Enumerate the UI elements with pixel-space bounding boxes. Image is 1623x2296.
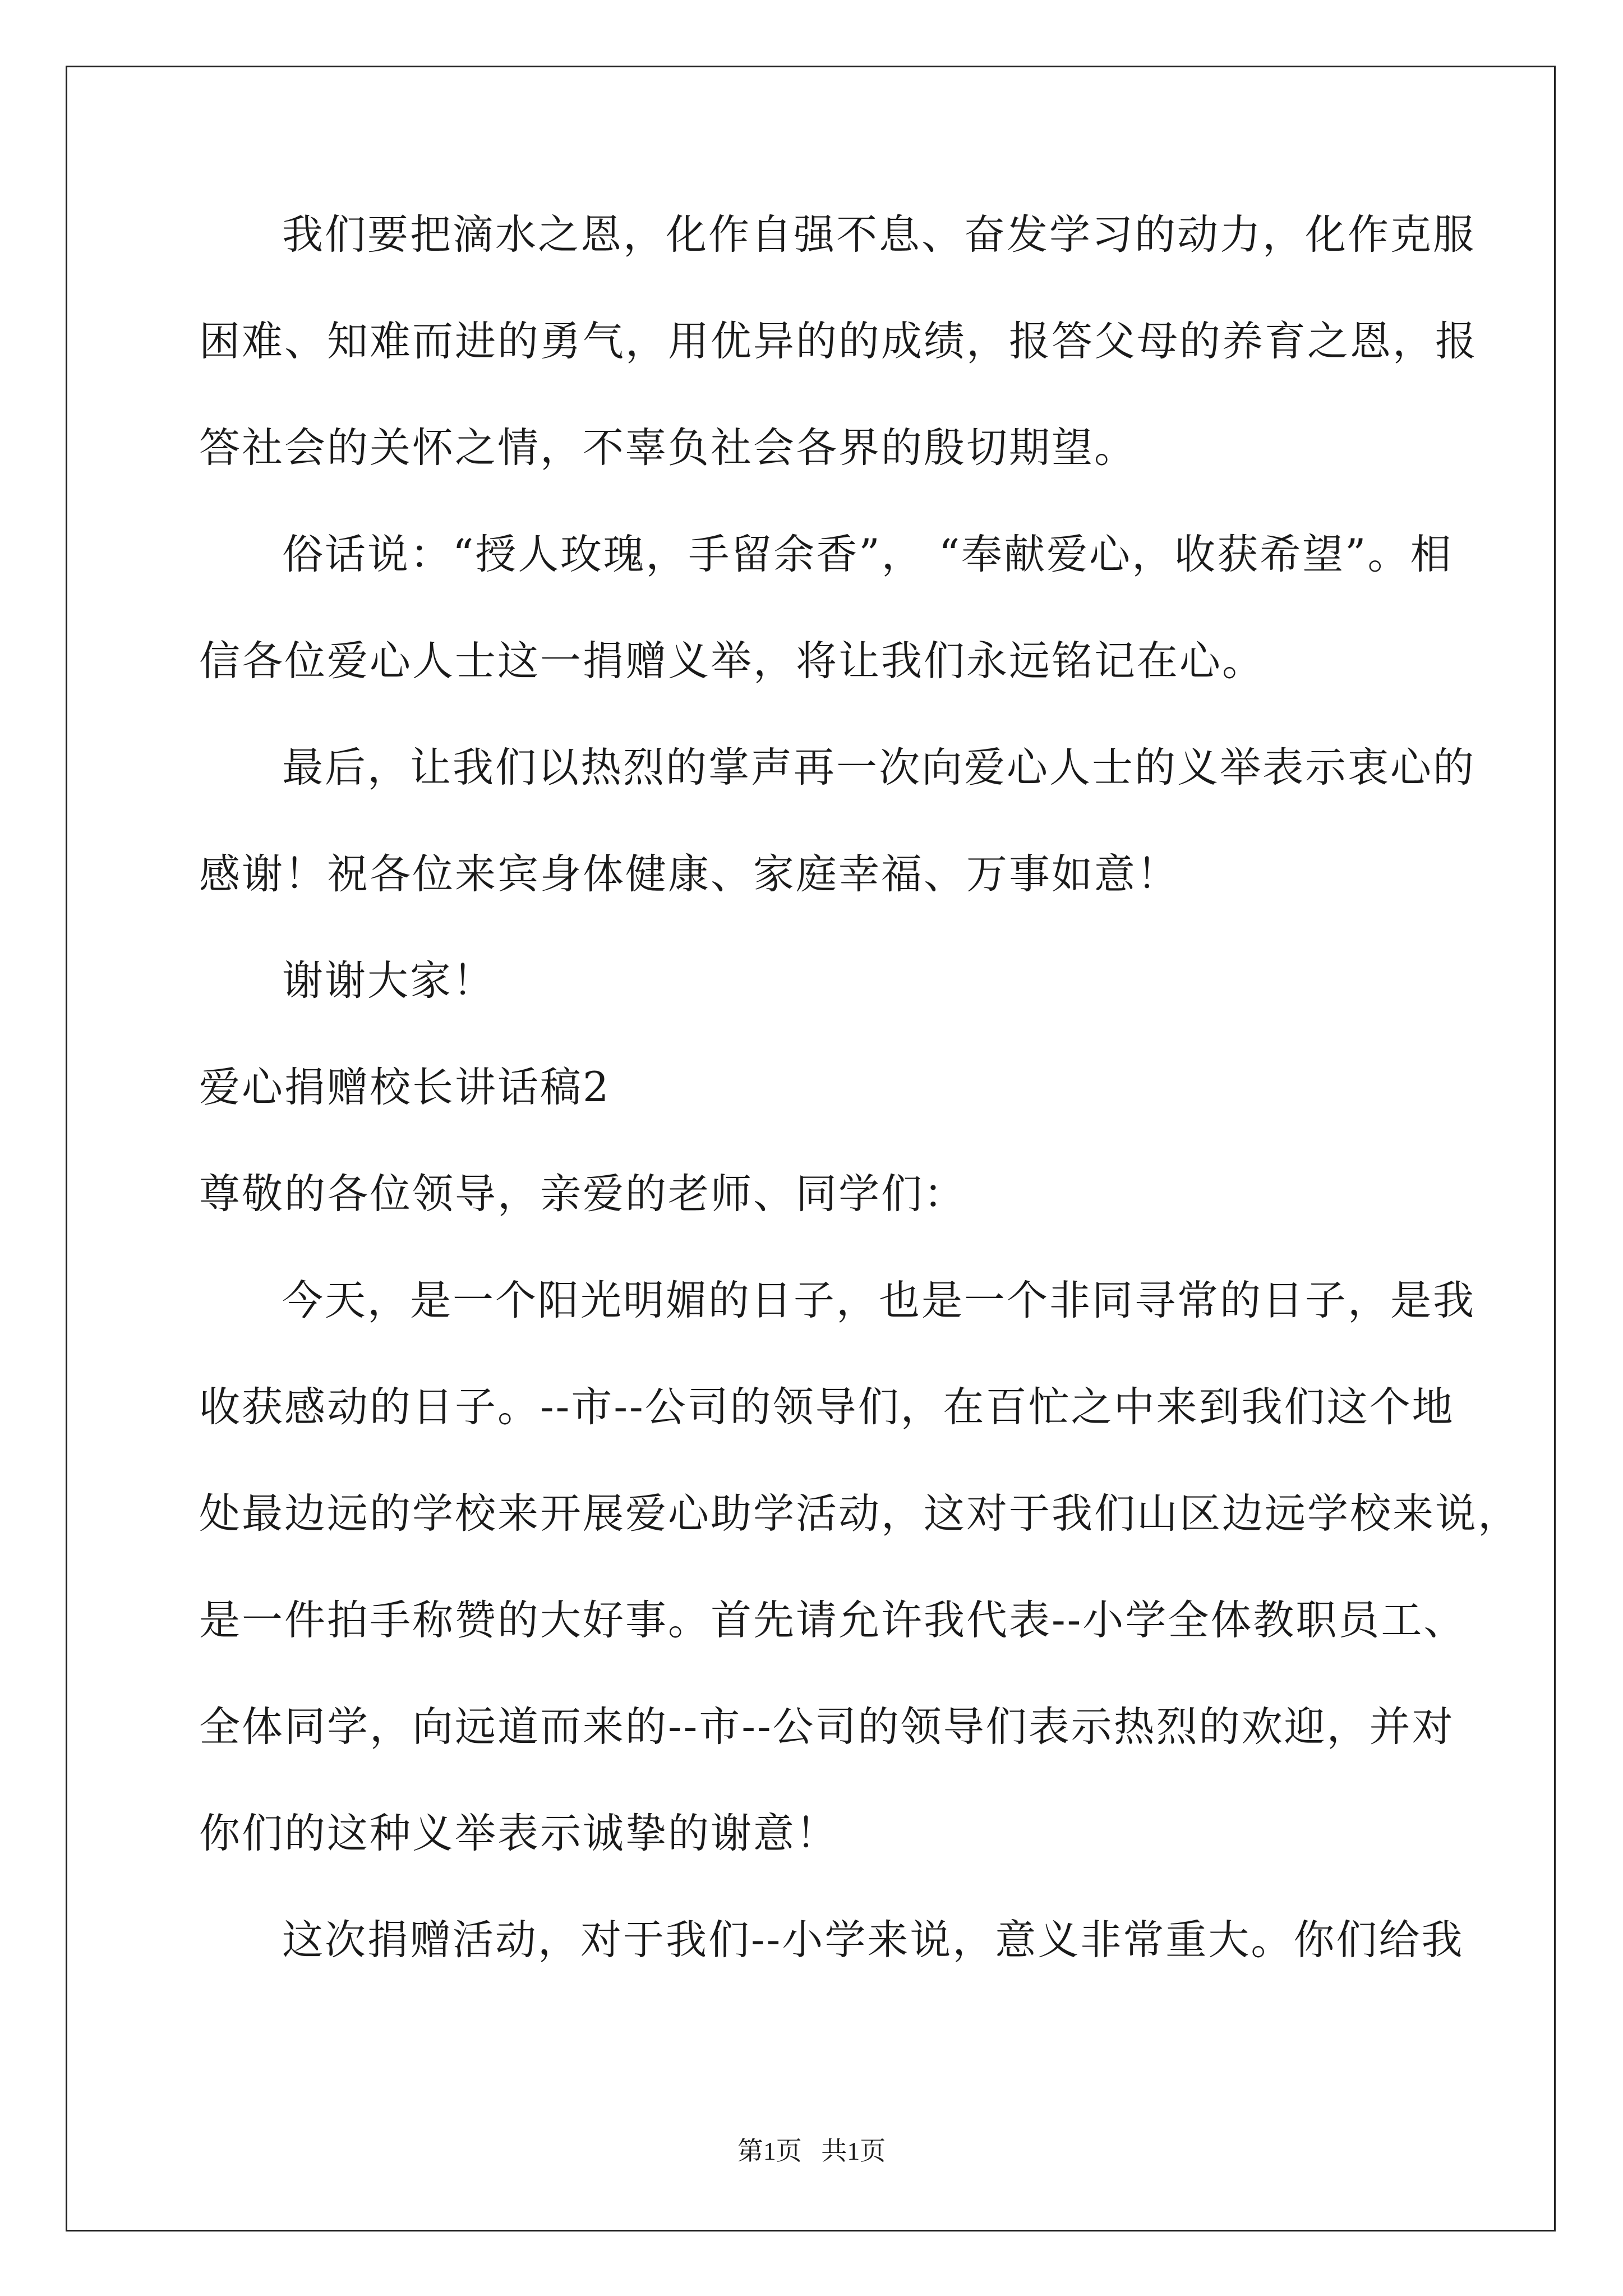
paragraph-line: 全体同学，向远道而来的--市--公司的领导们表示热烈的欢迎，并对 — [199, 1703, 1455, 1751]
paragraph-line: 感谢！祝各位来宾身体健康、家庭幸福、万事如意！ — [199, 850, 1179, 898]
paragraph-line: 你们的这种义举表示诚挚的谢意！ — [199, 1810, 838, 1857]
paragraph-line: 最后，让我们以热烈的掌声再一次向爱心人士的义举表示衷心的 — [282, 744, 1476, 792]
paragraph-line: 是一件拍手称赞的大好事。首先请允许我代表--小学全体教职员工、 — [199, 1596, 1467, 1644]
paragraph-line: 收获感动的日子。--市--公司的领导们，在百忙之中来到我们这个地 — [199, 1383, 1455, 1431]
paragraph-line: 谢谢大家！ — [282, 957, 495, 1005]
paragraph-line: 处最边远的学校来开展爱心助学活动，这对于我们山区边远学校来说， — [199, 1490, 1520, 1538]
paragraph-line: 我们要把滴水之恩，化作自强不息、奋发学习的动力，化作克服 — [282, 211, 1476, 259]
page-border — [66, 66, 1556, 2231]
page-footer: 第1页 共1页 — [737, 2137, 886, 2165]
salutation: 尊敬的各位领导，亲爱的老师、同学们： — [199, 1170, 966, 1218]
paragraph-line: 今天，是一个阳光明媚的日子，也是一个非同寻常的日子，是我 — [282, 1277, 1476, 1324]
paragraph-line: 俗话说：“授人玫瑰，手留余香”， “奉献爱心，收获希望”。相 — [282, 531, 1453, 578]
paragraph-line: 信各位爱心人士这一捐赠义举，将让我们永远铭记在心。 — [199, 637, 1265, 685]
paragraph-line: 困难、知难而进的勇气，用优异的的成绩，报答父母的养育之恩，报 — [199, 318, 1478, 365]
section-heading: 爱心捐赠校长讲话稿2 — [199, 1064, 611, 1111]
paragraph-line: 这次捐赠活动，对于我们--小学来说，意义非常重大。你们给我 — [282, 1916, 1464, 1964]
paragraph-line: 答社会的关怀之情，不辜负社会各界的殷切期望。 — [199, 424, 1137, 472]
